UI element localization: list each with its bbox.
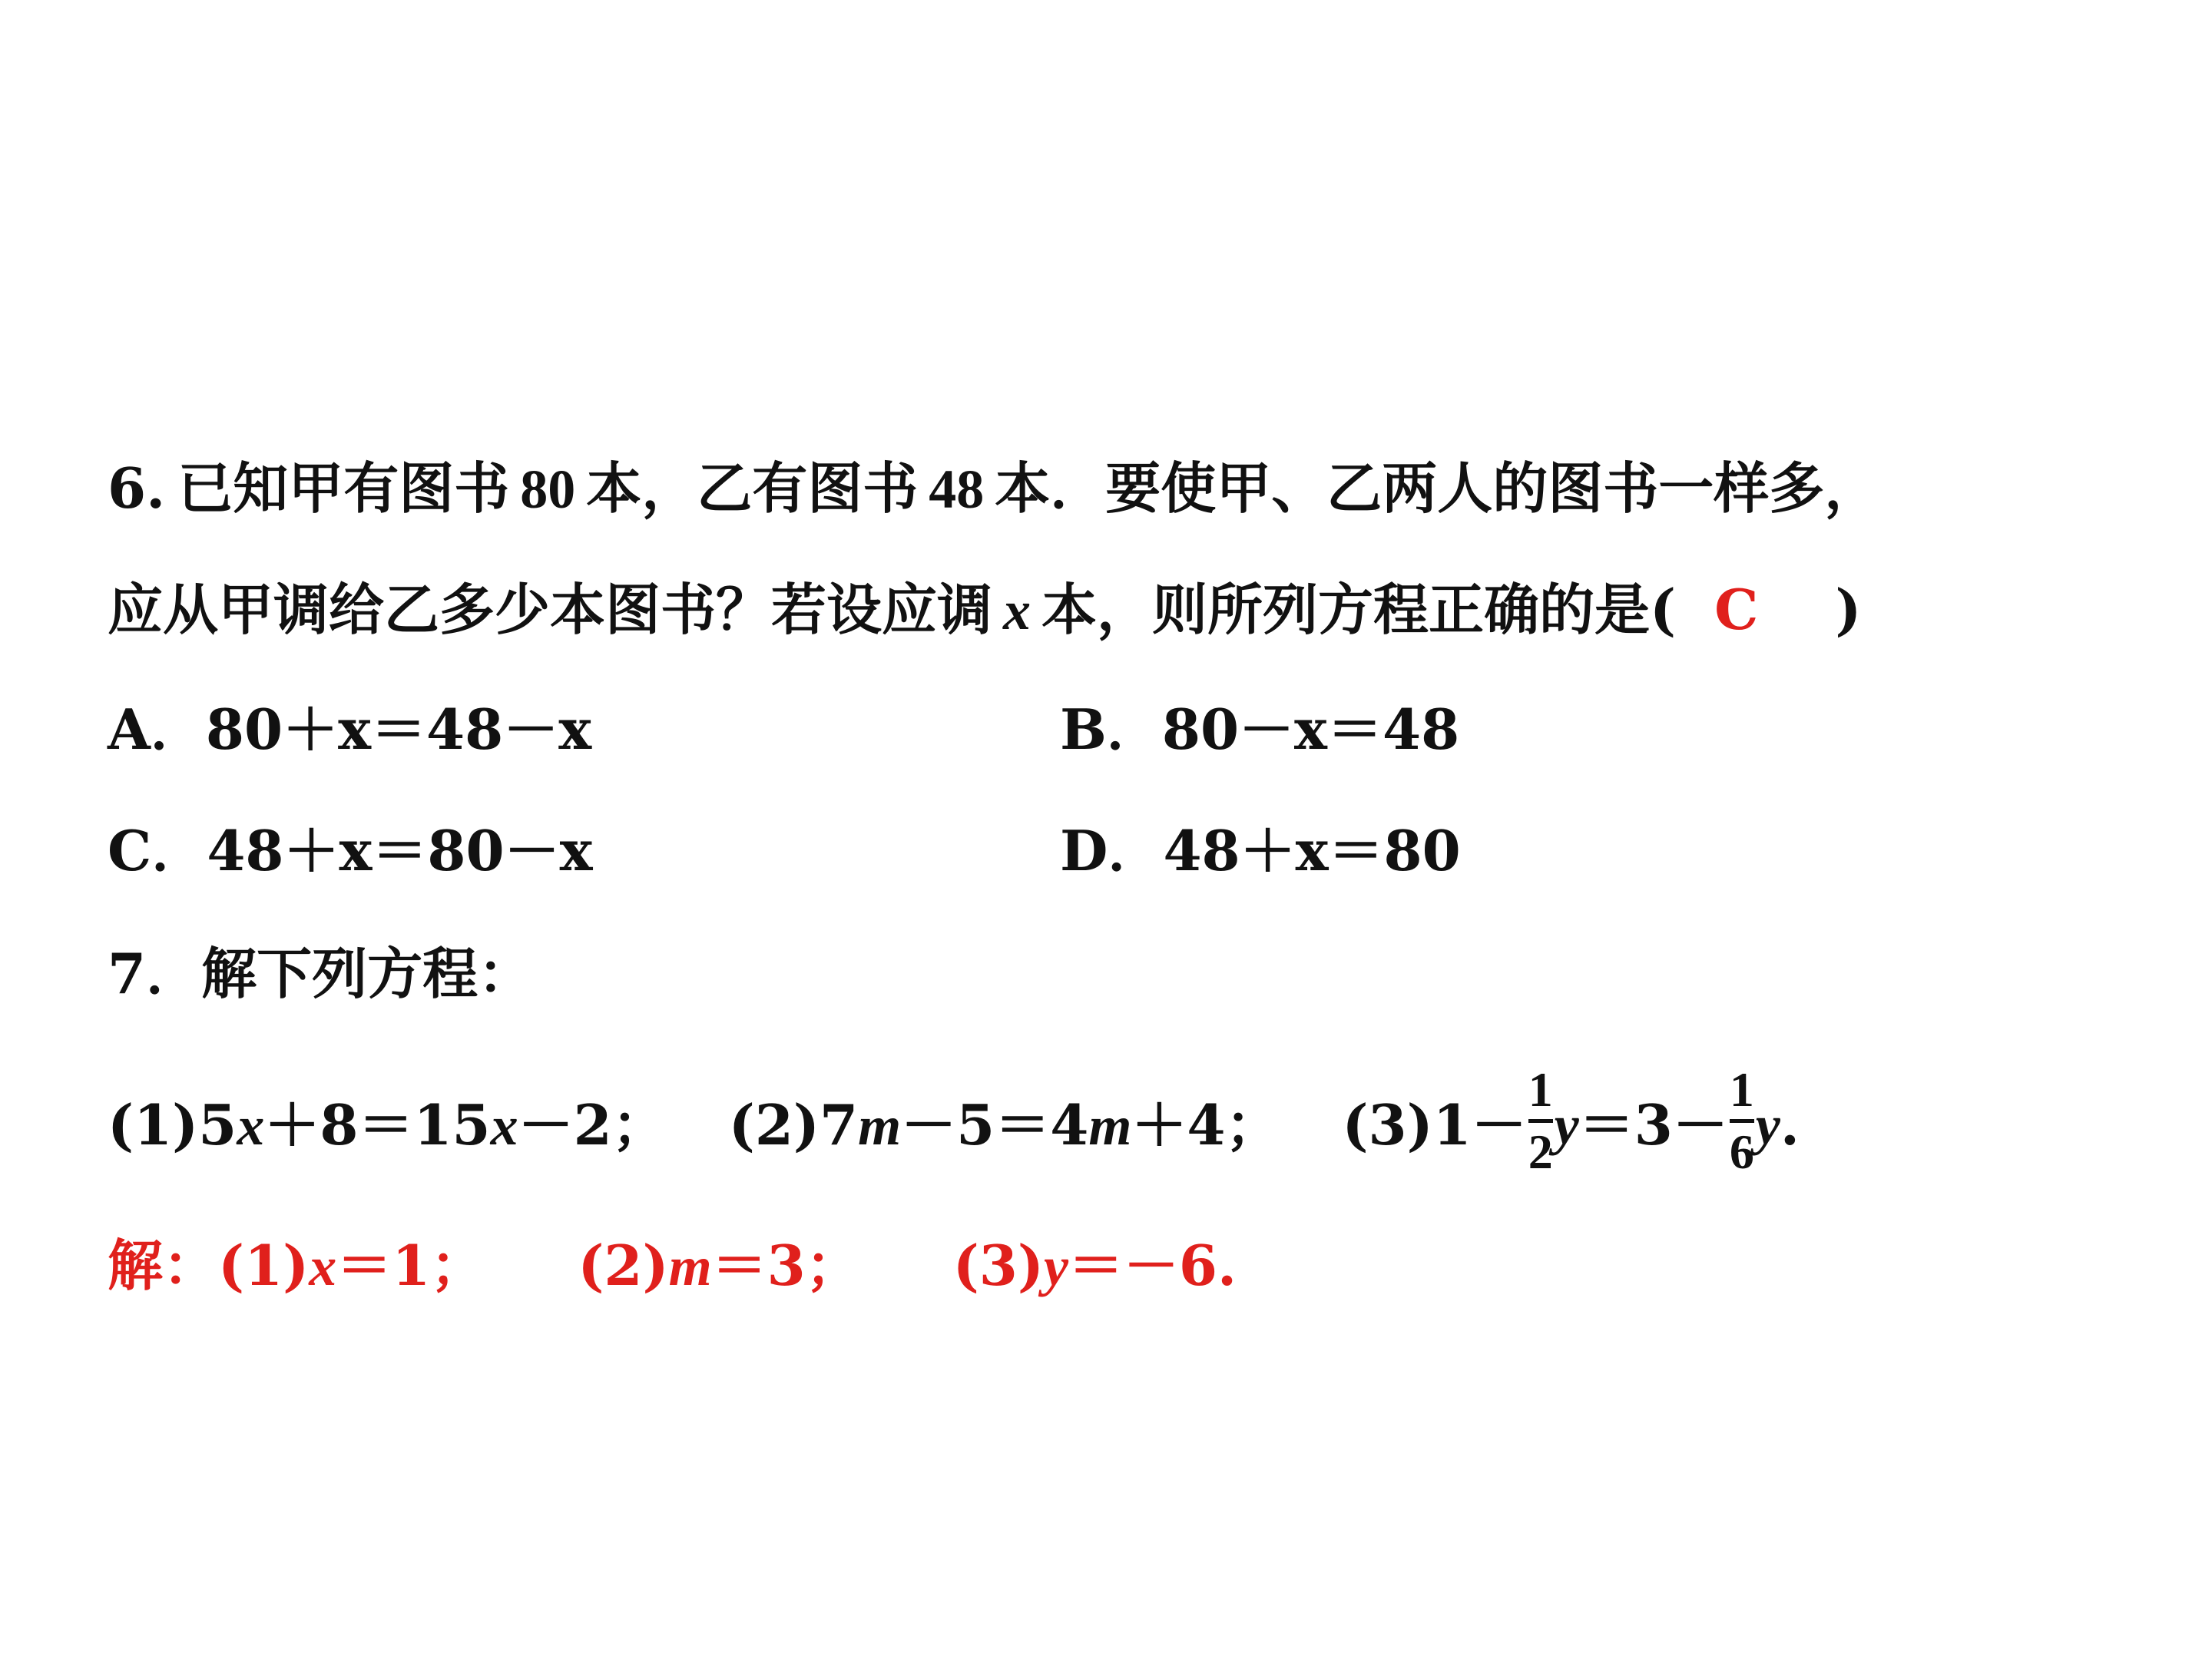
q7-p3-fraction-2 bbox=[1729, 1061, 1754, 1179]
q7-p1-c: －2； bbox=[518, 1091, 667, 1157]
q7-solution bbox=[108, 1233, 1237, 1298]
option-d bbox=[1060, 818, 1461, 883]
solution-3-eq: ＝－6. bbox=[1068, 1233, 1237, 1298]
q7-p1-label: (1) bbox=[108, 1091, 199, 1157]
solution-2-label: (2) bbox=[578, 1233, 669, 1298]
option-b-text: ．80－x＝48 bbox=[1106, 697, 1460, 762]
solution-3-label: (3) bbox=[952, 1233, 1044, 1298]
q6-text-2: 本，乙有图书 bbox=[586, 455, 919, 521]
solution-2-var: m bbox=[668, 1236, 712, 1297]
q6-answer: C bbox=[1714, 577, 1759, 642]
q6-num-80: 80 bbox=[520, 459, 576, 520]
q7-part3 bbox=[1342, 1061, 1800, 1181]
q7-p1-var1: x bbox=[237, 1094, 265, 1157]
q6-number: 6 bbox=[108, 455, 147, 521]
q7-p2-c: ＋4； bbox=[1131, 1091, 1281, 1157]
fraction-1-numerator: 1 bbox=[1528, 1061, 1553, 1117]
option-c bbox=[108, 818, 593, 883]
option-a-text: ．80＋x＝48－x bbox=[150, 697, 592, 762]
solution-1-label: (1) bbox=[218, 1233, 310, 1298]
q7-p2-var1: m bbox=[858, 1094, 902, 1157]
option-c-letter: C bbox=[108, 818, 152, 883]
option-d-letter: D bbox=[1060, 818, 1108, 883]
q7-p3-fraction-1 bbox=[1528, 1061, 1553, 1179]
fraction-1-denominator: 2 bbox=[1528, 1124, 1553, 1179]
q7-p3-label: (3)1－ bbox=[1342, 1092, 1527, 1157]
q7-p3-var1: y bbox=[1554, 1094, 1579, 1156]
q7-p1-b: ＋8＝15 bbox=[264, 1091, 491, 1157]
option-d-text: ．48＋x＝80 bbox=[1108, 818, 1461, 883]
q7-p1-var2: x bbox=[490, 1094, 518, 1157]
q6-line2 bbox=[108, 577, 1862, 642]
q6-var-x: x bbox=[1003, 580, 1031, 641]
q7-p2-b: －5＝4 bbox=[901, 1091, 1089, 1157]
q7-p2-var2: m bbox=[1088, 1094, 1132, 1157]
q6-num-48: 48 bbox=[929, 459, 985, 520]
q7-p1-a: 5 bbox=[198, 1091, 237, 1157]
solution-1-eq: ＝1； bbox=[336, 1233, 486, 1298]
q7-part2 bbox=[728, 1091, 1281, 1157]
q6-text-1: 已知甲有图书 bbox=[177, 455, 510, 521]
q6-sep: . bbox=[146, 455, 166, 521]
fraction-1-bar bbox=[1528, 1119, 1553, 1123]
option-a bbox=[108, 697, 592, 762]
q7-p3-end: . bbox=[1780, 1092, 1800, 1157]
option-c-text: ．48＋x＝80－x bbox=[151, 818, 593, 883]
q7-p2-label: (2) bbox=[728, 1091, 820, 1157]
solution-3-var: y bbox=[1043, 1236, 1068, 1297]
q6-line1 bbox=[108, 455, 1880, 521]
option-b-letter: B bbox=[1060, 697, 1107, 762]
solution-2-eq: ＝3； bbox=[711, 1233, 861, 1298]
q6-text-3: 本．要使甲、乙两人的图书一样多， bbox=[995, 455, 1880, 521]
fraction-2-bar bbox=[1730, 1119, 1754, 1123]
q6-text-4: 应从甲调给乙多少本图书？若设应调 bbox=[108, 577, 993, 642]
q7-p3-var2: y bbox=[1755, 1094, 1780, 1156]
option-b bbox=[1060, 697, 1460, 762]
option-a-letter: A bbox=[108, 697, 151, 762]
q7-p2-a: 7 bbox=[819, 1091, 859, 1157]
q7-p3-mid: ＝3－ bbox=[1578, 1092, 1728, 1157]
solution-1-var: x bbox=[309, 1236, 337, 1297]
q7-equations bbox=[108, 1060, 1800, 1190]
q7-title: 7．解下列方程： bbox=[108, 941, 534, 1006]
q6-close-paren: ) bbox=[1835, 577, 1862, 642]
q6-text-5: 本，则所列方程正确的是( bbox=[1041, 577, 1677, 642]
fraction-2-denominator: 6 bbox=[1729, 1124, 1754, 1179]
solution-label: 解： bbox=[108, 1233, 219, 1298]
fraction-2-numerator: 1 bbox=[1729, 1061, 1754, 1117]
q7-part1 bbox=[108, 1091, 667, 1157]
